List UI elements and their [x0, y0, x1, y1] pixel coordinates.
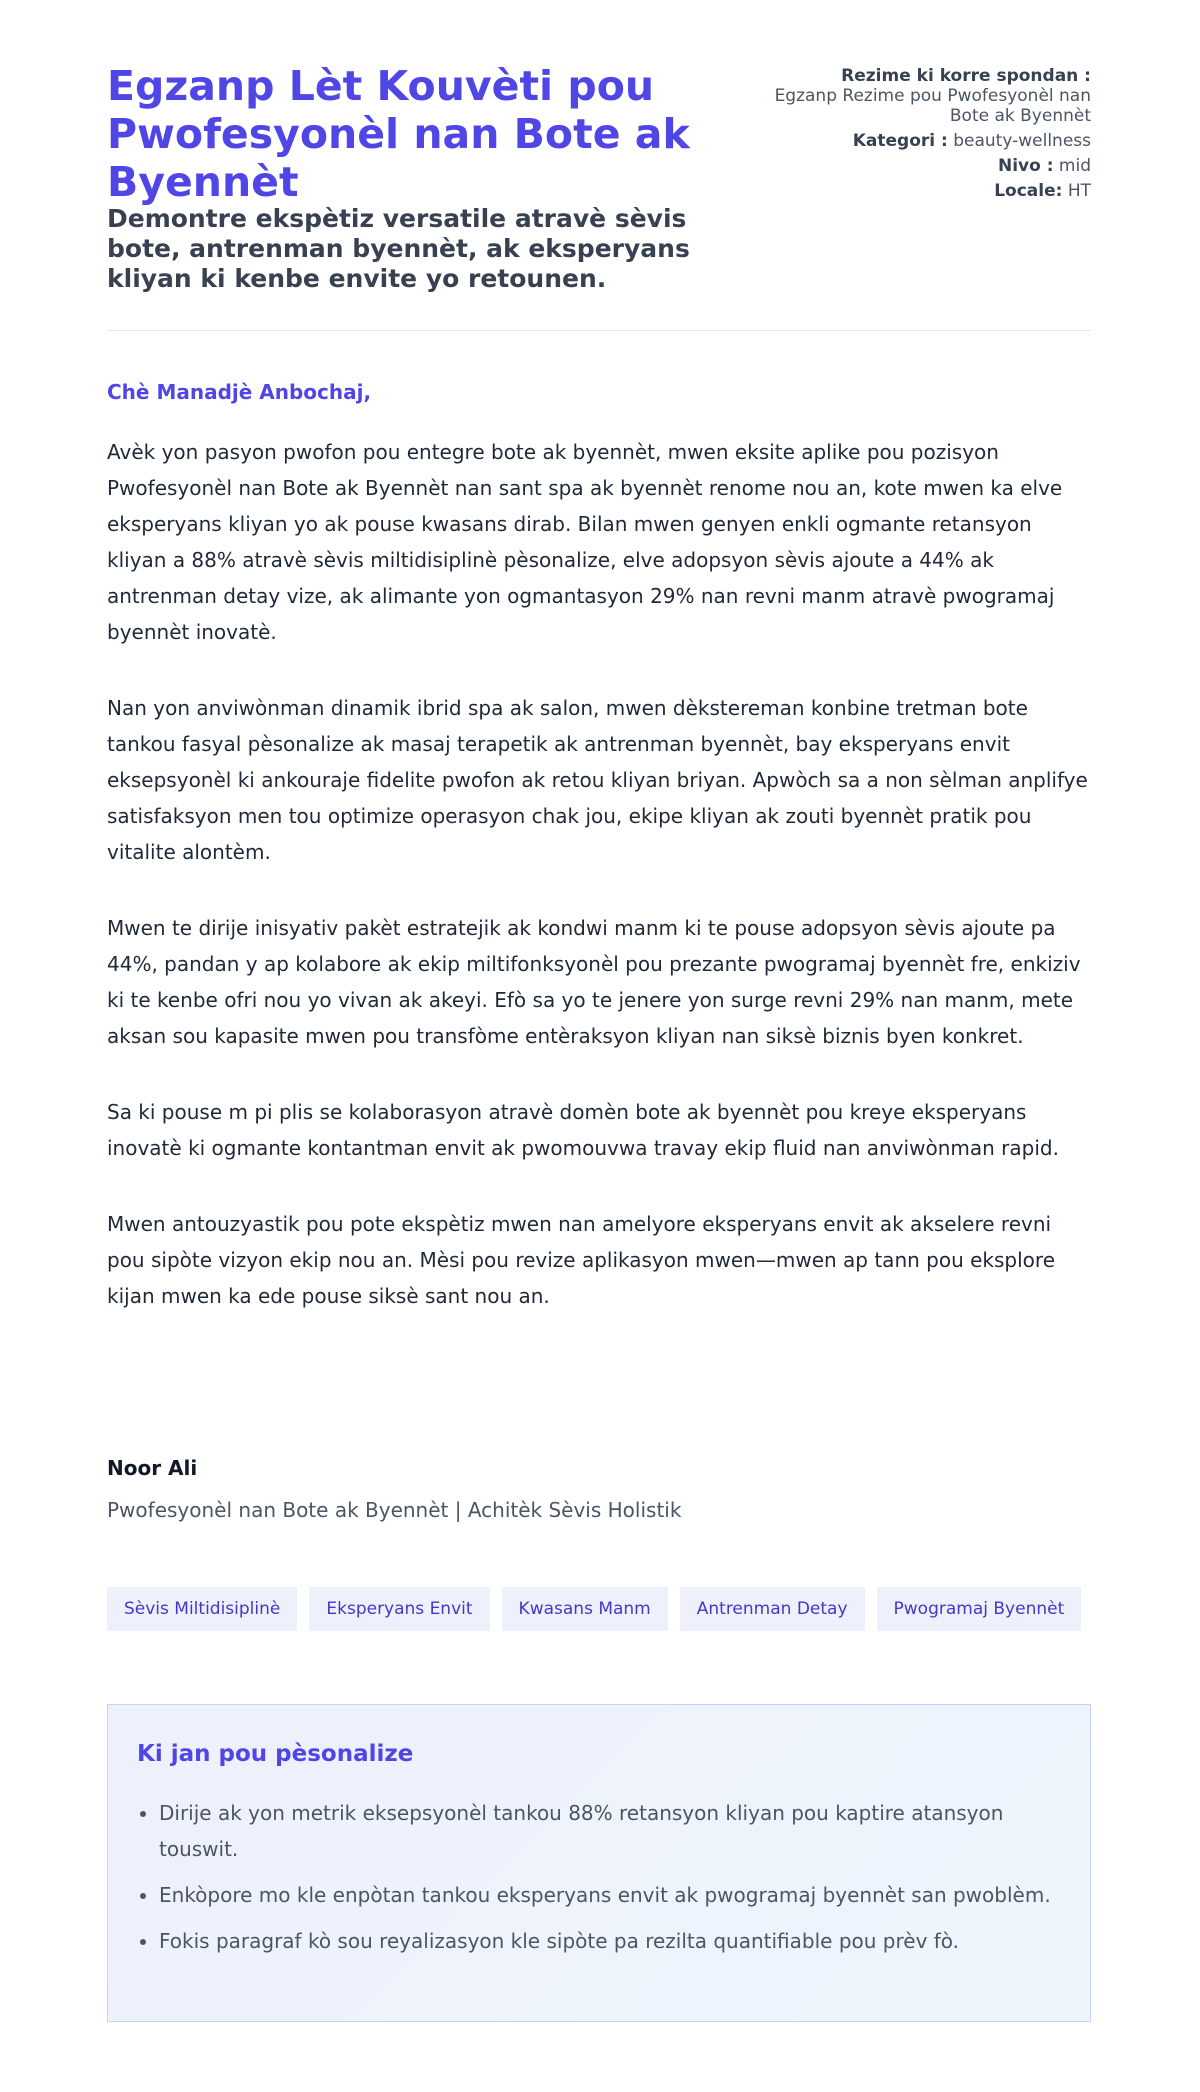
letter-paragraph: Nan yon anviwònman dinamik ibrid spa ak salon, mwen dèkstereman konbine tretman bote tankou fasyal pèsonalize ak masaj terapetik ak antrenman byennèt, bay eksperyans envit eksepsyonèl ki ankouraje fidelite pwofon ak retou kliyan briyan. Apwòch sa a non sèlman anplifye satisfaksyon men tou optimize operasyon chak jou, ekipe kliyan ak zouti byennèt pratik pou vitalite alontèm. — [107, 696, 1088, 864]
customization-tips-box — [107, 1704, 1091, 2022]
tips-list — [134, 1795, 1079, 1969]
cover-letter-page — [107, 0, 1091, 1953]
letter-salutation: Chè Manadjè Anbochaj, — [107, 380, 372, 404]
page-subtitle: Demontre ekspètiz versatile atravè sèvis bote, antrenman byennèt, ak eksperyans kliyan ki kenbe envite yo retounen. — [107, 204, 690, 293]
skill-tag: Sèvis Miltidisiplinè — [107, 1587, 297, 1631]
meta-rezime-link[interactable]: Egzanp Rezime pou Pwofesyonèl nan Bote ak Byennèt — [774, 86, 1091, 126]
skill-tag: Eksperyans Envit — [309, 1587, 489, 1631]
meta-nivo-label: Nivo : — [997, 156, 1054, 176]
meta-rezime-label: Rezime ki korre spondan : — [841, 66, 1091, 86]
page-title: Egzanp Lèt Kouvèti pou Pwofesyonèl nan Bote ak Byennèt — [107, 62, 690, 206]
signature-title: Pwofesyonèl nan Bote ak Byennèt | Achitèk Sèvis Holistik — [107, 1498, 682, 1522]
meta-rezime — [761, 66, 1091, 126]
letter-paragraph: Avèk yon pasyon pwofon pou entegre bote ak byennèt, mwen eksite aplike pou pozisyon Pwofesyonèl nan Bote ak Byennèt nan sant spa ak byennèt renome nou an, kote mwen ka elve eksperyans kliyan yo ak pouse kwasans dirab. Bilan mwen genyen enkli ogmante retansyon kliyan a 88% atravè sèvis miltidisiplinè pèsonalize, elve adopsyon sèvis ajoute a 44% ak antrenman detay vize, ak alimante yon ogmantasyon 29% nan revni manm atravè pwogramaj byennèt inovatè. — [107, 440, 1063, 644]
skill-tag: Antrenman Detay — [680, 1587, 865, 1631]
signature-name: Noor Ali — [107, 1456, 198, 1480]
page-header — [107, 0, 1091, 331]
meta-locale — [761, 181, 1091, 201]
tips-title: Ki jan pou pèsonalize — [137, 1741, 414, 1767]
tips-list-item: • Dirije ak yon metrik eksepsyonèl tankou 88% retansyon kliyan pou kaptire atansyon touswit. — [159, 1795, 1079, 1867]
meta-kategori-value: beauty-wellness — [953, 131, 1091, 151]
meta-nivo — [761, 156, 1091, 176]
letter-body — [107, 434, 1091, 1354]
letter-paragraph: Mwen te dirije inisyativ pakèt estratejik ak kondwi manm ki te pouse adopsyon sèvis ajoute pa 44%, pandan y ap kolabore ak ekip miltifonksyonèl pou prezante pwogramaj byennèt fre, enkiziv ki te kenbe ofri nou yo vivan ak akeyi. Efò sa yo te jenere yon surge revni 29% nan manm, mete aksan sou kapasite mwen pou transfòme entèraksyon kliyan nan siksè biznis byen konkret. — [107, 916, 1081, 1048]
meta-panel — [761, 66, 1091, 206]
tips-list-item: • Enkòpore mo kle enpòtan tankou eksperyans envit ak pwogramaj byennèt san pwoblèm. — [159, 1877, 1079, 1913]
letter-paragraph: Mwen antouzyastik pou pote ekspètiz mwen nan amelyore eksperyans envit ak akselere revni pou sipòte vizyon ekip nou an. Mèsi pou revize aplikasyon mwen—mwen ap tann pou eksplore kijan mwen ka ede pouse siksè sant nou an. — [107, 1212, 1055, 1308]
meta-locale-value: HT — [1067, 181, 1091, 201]
meta-locale-label: Locale: — [994, 181, 1063, 201]
meta-kategori-label: Kategori : — [852, 131, 948, 151]
letter-paragraph: Sa ki pouse m pi plis se kolaborasyon atravè domèn bote ak byennèt pou kreye eksperyans inovatè ki ogmante kontantman envit ak pwomouvwa travay ekip fluid nan anviwònman rapid. — [107, 1100, 1059, 1160]
tips-list-item: • Fokis paragraf kò sou reyalizasyon kle sipòte pa rezilta quantifiable pou prèv fò. — [159, 1923, 1079, 1959]
meta-kategori — [761, 131, 1091, 151]
skill-tag: Pwogramaj Byennèt — [877, 1587, 1082, 1631]
skill-tag: Kwasans Manm — [502, 1587, 668, 1631]
skill-tags — [107, 1587, 1081, 1631]
meta-nivo-value: mid — [1058, 156, 1091, 176]
